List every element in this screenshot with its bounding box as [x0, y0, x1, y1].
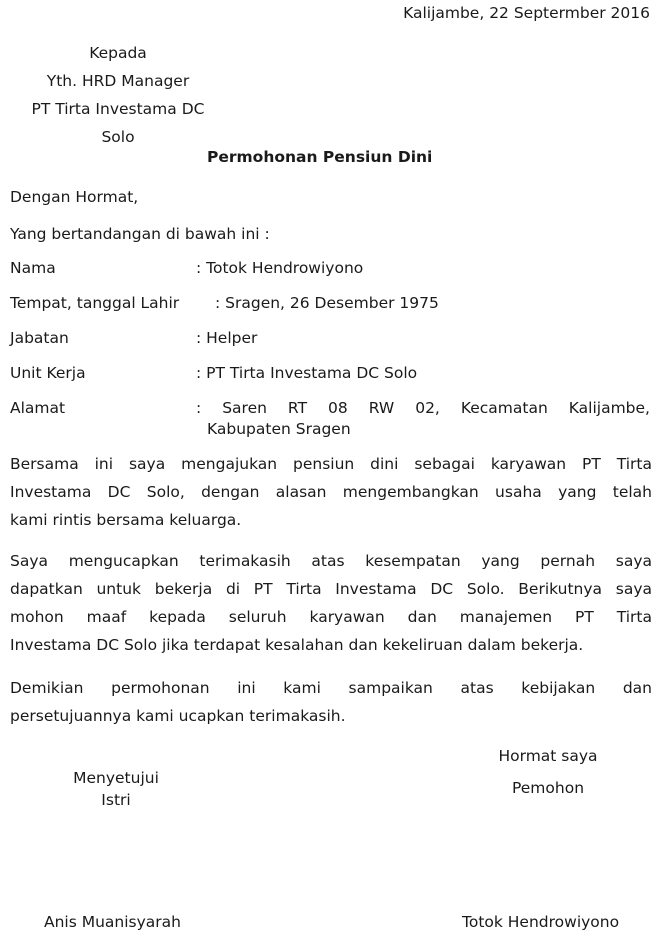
paragraph-3-line-1: Demikian permohonan ini kami sampaikan atas kebijakan dan	[10, 679, 652, 697]
field-birth-label: Tempat, tanggal Lahir	[10, 294, 180, 312]
field-position-value: : Helper	[196, 329, 258, 347]
paragraph-2-line-4: Investama DC Solo jika terdapat kesalahan dan kekeliruan dalam bekerja.	[10, 636, 584, 654]
paragraph-1-line-3: kami rintis bersama keluarga.	[10, 511, 242, 529]
signature-left-role-2: Istri	[101, 791, 131, 809]
field-address-label: Alamat	[10, 399, 66, 417]
recipient-line-4: Solo	[101, 128, 135, 146]
paragraph-1-line-1: Bersama ini saya mengajukan pensiun dini sebagai karyawan PT Tirta	[10, 455, 652, 473]
intro-text: Yang bertandangan di bawah ini :	[10, 225, 270, 243]
paragraph-2-line-1: Saya mengucapkan terimakasih atas kesempatan yang pernah saya	[10, 552, 652, 570]
signature-right-name: Totok Hendrowiyono	[462, 913, 620, 931]
signature-right-role-2: Pemohon	[511, 779, 585, 797]
recipient-line-1: Kepada	[89, 44, 147, 62]
field-birth-value: : Sragen, 26 Desember 1975	[215, 294, 439, 312]
salutation: Dengan Hormat,	[10, 188, 139, 206]
paragraph-1-line-2: Investama DC Solo, dengan alasan mengembangkan usaha yang telah	[10, 483, 652, 501]
field-unit-value: : PT Tirta Investama DC Solo	[196, 364, 418, 382]
field-unit-label: Unit Kerja	[10, 364, 86, 382]
field-address-value-line1: : Saren RT 08 RW 02, Kecamatan Kalijambe,	[196, 399, 650, 417]
field-address-value-line2: Kabupaten Sragen	[207, 420, 351, 438]
signature-left-role-1: Menyetujui	[73, 769, 159, 787]
letter-date: Kalijambe, 22 Septermber 2016	[403, 4, 650, 22]
paragraph-1	[10, 450, 652, 534]
field-name-label: Nama	[10, 259, 56, 277]
recipient-line-2: Yth. HRD Manager	[46, 72, 190, 90]
paragraph-2-line-3: mohon maaf kepada seluruh karyawan dan manajemen PT Tirta	[10, 608, 652, 626]
letter-subject: Permohonan Pensiun Dini	[207, 148, 433, 166]
paragraph-2-line-2: dapatkan untuk bekerja di PT Tirta Investama DC Solo. Berikutnya saya	[10, 580, 652, 598]
field-position-label: Jabatan	[10, 329, 69, 347]
signature-right-role-1: Hormat saya	[498, 747, 598, 765]
paragraph-3	[10, 674, 652, 730]
field-name-value: : Totok Hendrowiyono	[196, 259, 364, 277]
paragraph-2	[10, 547, 652, 659]
paragraph-3-line-2: persetujuannya kami ucapkan terimakasih.	[10, 707, 346, 725]
signature-left-name: Anis Muanisyarah	[44, 913, 182, 931]
recipient-line-3: PT Tirta Investama DC	[31, 100, 205, 118]
